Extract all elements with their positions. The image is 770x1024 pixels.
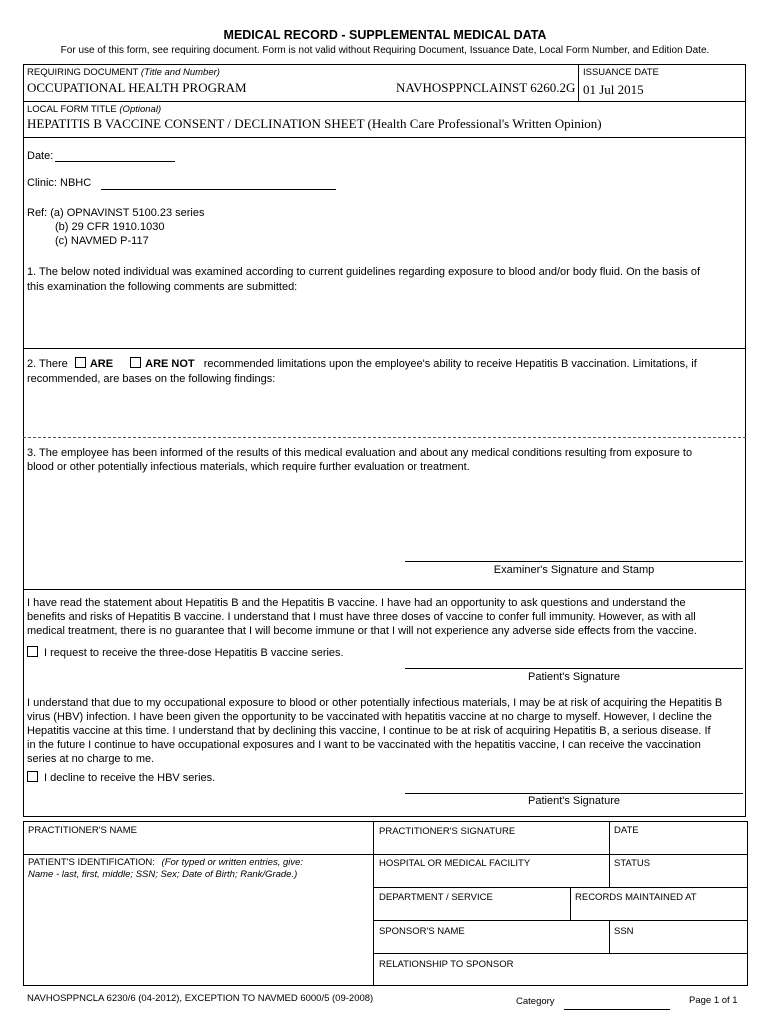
issuance-divider	[578, 64, 579, 102]
status-label[interactable]: STATUS	[614, 858, 651, 869]
request-row: I request to receive the three-dose Hepatitis B vaccine series.	[27, 646, 344, 660]
row-divider-3	[23, 348, 746, 349]
are-label: ARE	[89, 358, 114, 370]
decline-line2: virus (HBV) infection. I have been given the opportunity to be vaccinated with hepatitis vaccine at no charge to myself. However, I decline the	[27, 711, 712, 723]
clinic-label: Clinic: NBHC	[27, 177, 92, 189]
ref-b: (b) 29 CFR 1910.1030	[55, 221, 165, 233]
consent-line2: benefits and risks of Hepatitis B vaccine. I understand that I must have three doses of vaccine to confer full immunity. However, as with all	[27, 611, 696, 623]
para1-line1: 1. The below noted individual was examined according to current guidelines regarding exposure to blood and/or body fluid. On the basis of	[27, 266, 701, 278]
practitioner-signature-label[interactable]: PRACTITIONER'S SIGNATURE	[379, 826, 516, 837]
local-form-label: LOCAL FORM TITLE (Optional)	[27, 104, 162, 115]
examiner-signature-line[interactable]	[405, 561, 743, 562]
decline-line4: in the future I continue to have occupational exposures and I want to be vaccinated with the hepatitis vaccine, I can receive the vaccination	[27, 739, 701, 751]
hospital-label[interactable]: HOSPITAL OR MEDICAL FACILITY	[379, 858, 531, 869]
consent-patient-signature-label: Patient's Signature	[528, 671, 620, 683]
grid-col-1	[373, 821, 374, 986]
issuance-date-value[interactable]: 01 Jul 2015	[583, 82, 644, 97]
grid-col-2b	[570, 888, 571, 921]
grid-row-4	[373, 953, 748, 954]
relationship-label[interactable]: RELATIONSHIP TO SPONSOR	[379, 959, 514, 970]
decline-checkbox[interactable]	[27, 771, 38, 782]
grid-row-2	[373, 887, 748, 888]
practitioner-name-label[interactable]: PRACTITIONER'S NAME	[28, 825, 137, 836]
are-not-checkbox[interactable]	[130, 357, 141, 368]
are-checkbox[interactable]	[75, 357, 86, 368]
grid-row-1	[23, 854, 748, 855]
grid-row-3	[373, 920, 748, 921]
requiring-document-label: REQUIRING DOCUMENT (Title and Number)	[27, 67, 220, 78]
row-divider-5	[23, 589, 746, 590]
request-checkbox[interactable]	[27, 646, 38, 657]
are-not-label: ARE NOT	[145, 358, 195, 370]
issuance-date-label: ISSUANCE DATE	[583, 67, 659, 78]
para2-line2: recommended, are bases on the following findings:	[27, 373, 276, 385]
footer-form-number: NAVHOSPPNCLA 6230/6 (04-2012), EXCEPTION TO NAVMED 6000/5 (09-2008)	[27, 993, 374, 1004]
records-label[interactable]: RECORDS MAINTAINED AT	[575, 892, 697, 903]
requiring-number-value[interactable]: NAVHOSPPNCLAINST 6260.2G	[396, 80, 576, 95]
decline-line3: Hepatitis vaccine at this time. I understand that by declining this vaccine, I continue to be at risk of acquiring Hepatitis B, a serious disease. If	[27, 725, 711, 737]
requiring-title-value[interactable]: OCCUPATIONAL HEALTH PROGRAM	[27, 80, 247, 95]
ssn-label[interactable]: SSN	[614, 926, 634, 937]
form-subtitle: For use of this form, see requiring document. Form is not valid without Requiring Document, Issuance Date, Local Form Number, and Edition Date.	[60, 45, 710, 56]
date-label: Date:	[27, 150, 54, 162]
department-label[interactable]: DEPARTMENT / SERVICE	[379, 892, 493, 903]
footer-page-number: Page 1 of 1	[689, 995, 738, 1006]
row-divider-4	[23, 437, 746, 438]
para3-line2: blood or other potentially infectious materials, which require further evaluation or treatment.	[27, 461, 470, 473]
decline-row: I decline to receive the HBV series.	[27, 771, 215, 785]
date-cell-label[interactable]: DATE	[614, 825, 639, 836]
sponsor-name-label[interactable]: SPONSOR'S NAME	[379, 926, 465, 937]
footer-category-label: Category	[516, 996, 555, 1007]
date-field[interactable]	[55, 161, 175, 162]
para1-line2: this examination the following comments are submitted:	[27, 281, 298, 293]
decline-line5: series at no charge to me.	[27, 753, 155, 765]
para2-line1: 2. There ARE ARE NOT recommended limitations upon the employee's ability to receive Hepatitis B vaccination. Limitations, if	[27, 358, 697, 370]
form-title: MEDICAL RECORD - SUPPLEMENTAL MEDICAL DATA	[223, 28, 547, 42]
patient-id-label[interactable]: PATIENT'S IDENTIFICATION: (For typed or written entries, give: Name - last, first, middle; SSN; Sex; Date of Birth; Rank/Grade.)	[28, 857, 304, 880]
ref-c: (c) NAVMED P-117	[55, 235, 149, 247]
clinic-field[interactable]	[101, 189, 336, 190]
decline-patient-signature-label: Patient's Signature	[528, 795, 620, 807]
para3-line1: 3. The employee has been informed of the results of this medical evaluation and about any medical conditions resulting from exposure to	[27, 447, 693, 459]
examiner-signature-label: Examiner's Signature and Stamp	[493, 564, 655, 576]
ref-a: Ref: (a) OPNAVINST 5100.23 series	[27, 207, 205, 219]
row-divider-2	[23, 137, 746, 138]
consent-line1: I have read the statement about Hepatitis B and the Hepatitis B vaccine. I have had an opportunity to ask questions and understand the	[27, 597, 686, 609]
local-form-value[interactable]: HEPATITIS B VACCINE CONSENT / DECLINATION SHEET (Health Care Professional's Written Opinion)	[27, 116, 602, 131]
decline-line1: I understand that due to my occupational exposure to blood or other potentially infectious materials, I may be at risk of acquiring the Hepatitis B	[27, 697, 723, 709]
row-divider-1	[23, 101, 746, 102]
consent-patient-signature-line[interactable]	[405, 668, 743, 669]
footer-category-field[interactable]	[564, 1009, 670, 1010]
grid-col-2c	[609, 921, 610, 954]
consent-line3: medical treatment, there is no guarantee that I will become immune or that I will not experience any adverse side effects from the vaccine.	[27, 625, 697, 637]
